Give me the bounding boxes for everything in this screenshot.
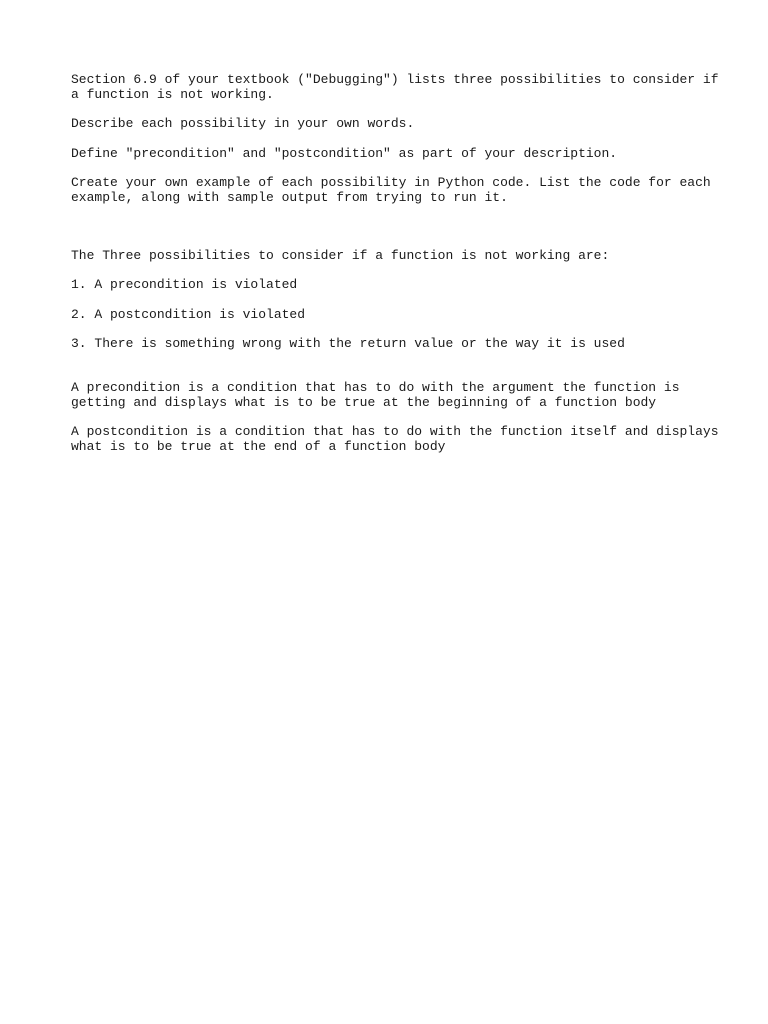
answer-item-1: 1. A precondition is violated [71,277,298,292]
prompt-paragraph-4: Create your own example of each possibility in Python code. List the code for each example, along with sample output from trying to run it. [71,175,711,205]
prompt-paragraph-2: Describe each possibility in your own words. [71,116,415,131]
answer-item-2: 2. A postcondition is violated [71,307,306,322]
precondition-definition: A precondition is a condition that has to do with the argument the function is getting and displays what is to be true at the beginning of a function body [71,380,680,410]
answer-intro: The Three possibilities to consider if a function is not working are: [71,248,610,263]
prompt-paragraph-3: Define "precondition" and "postcondition" as part of your description. [71,146,618,161]
postcondition-definition: A postcondition is a condition that has to do with the function itself and displays what is to be true at the end of a function body [71,424,719,454]
prompt-paragraph-1: Section 6.9 of your textbook ("Debugging") lists three possibilities to consider if a function is not working. [71,72,719,102]
answer-item-3: 3. There is something wrong with the return value or the way it is used [71,336,625,351]
